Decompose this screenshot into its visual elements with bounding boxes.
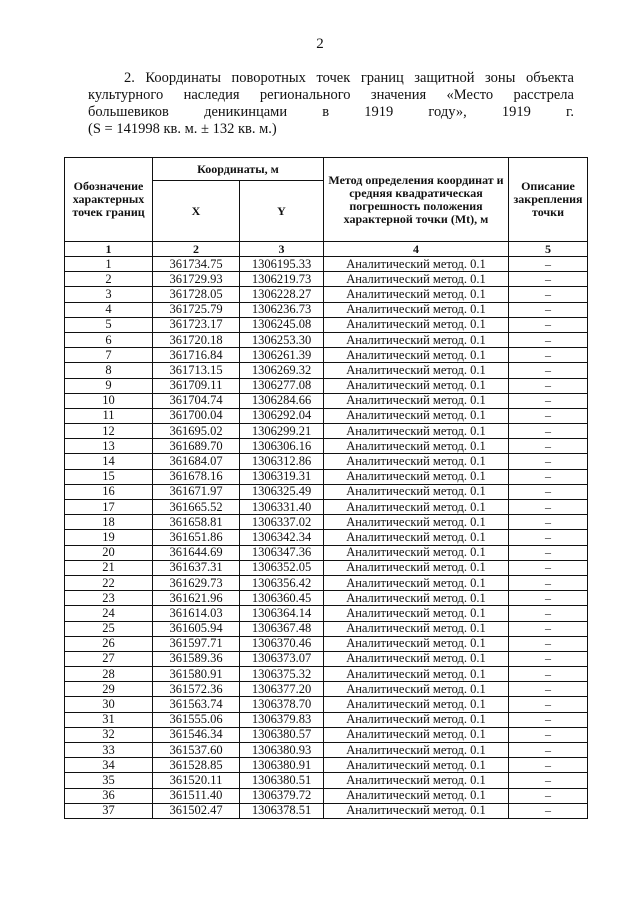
x-coordinate-cell: 361555.06 [153, 712, 240, 727]
point-number-cell: 33 [65, 743, 153, 758]
table-row [65, 560, 588, 575]
description-cell: – [509, 591, 588, 606]
x-coordinate-cell: 361713.15 [153, 363, 240, 378]
x-coordinate-cell: 361546.34 [153, 727, 240, 742]
column-number: 1 [65, 242, 153, 257]
point-number-cell: 21 [65, 560, 153, 575]
x-coordinate-cell: 361728.05 [153, 287, 240, 302]
y-coordinate-cell: 1306380.57 [240, 727, 324, 742]
x-coordinate-cell: 361720.18 [153, 332, 240, 347]
description-cell: – [509, 378, 588, 393]
x-coordinate-cell: 361709.11 [153, 378, 240, 393]
x-coordinate-cell: 361597.71 [153, 636, 240, 651]
heading-word: г. [566, 104, 574, 120]
x-coordinate-cell: 361734.75 [153, 257, 240, 272]
y-coordinate-cell: 1306236.73 [240, 302, 324, 317]
method-cell: Аналитический метод. 0.1 [324, 424, 509, 439]
point-number-cell: 9 [65, 378, 153, 393]
point-number-cell: 34 [65, 758, 153, 773]
method-cell: Аналитический метод. 0.1 [324, 697, 509, 712]
x-coordinate-cell: 361723.17 [153, 317, 240, 332]
heading-word: 1919 [501, 104, 531, 120]
y-coordinate-cell: 1306380.91 [240, 758, 324, 773]
description-cell: – [509, 530, 588, 545]
method-cell: Аналитический метод. 0.1 [324, 773, 509, 788]
table-row [65, 727, 588, 742]
x-coordinate-cell: 361511.40 [153, 788, 240, 803]
point-number-cell: 19 [65, 530, 153, 545]
point-number-cell: 14 [65, 454, 153, 469]
description-cell: – [509, 727, 588, 742]
heading-line-3 [88, 104, 574, 121]
heading-word: 1919 [364, 104, 394, 120]
point-number-cell: 16 [65, 484, 153, 499]
table-row [65, 621, 588, 636]
table-row [65, 332, 588, 347]
point-number-cell: 15 [65, 469, 153, 484]
table-row [65, 636, 588, 651]
description-cell: – [509, 743, 588, 758]
point-number-cell: 12 [65, 424, 153, 439]
description-cell: – [509, 682, 588, 697]
point-number-cell: 11 [65, 408, 153, 423]
x-coordinate-cell: 361580.91 [153, 667, 240, 682]
x-coordinate-cell: 361658.81 [153, 515, 240, 530]
y-coordinate-cell: 1306378.70 [240, 697, 324, 712]
method-cell: Аналитический метод. 0.1 [324, 500, 509, 515]
x-coordinate-cell: 361572.36 [153, 682, 240, 697]
x-coordinate-cell: 361528.85 [153, 758, 240, 773]
method-cell: Аналитический метод. 0.1 [324, 591, 509, 606]
header-x: X [153, 181, 240, 242]
point-number-cell: 5 [65, 317, 153, 332]
x-coordinate-cell: 361621.96 [153, 591, 240, 606]
table-row [65, 651, 588, 666]
method-cell: Аналитический метод. 0.1 [324, 348, 509, 363]
point-number-cell: 24 [65, 606, 153, 621]
y-coordinate-cell: 1306380.93 [240, 743, 324, 758]
method-cell: Аналитический метод. 0.1 [324, 484, 509, 499]
table-row [65, 758, 588, 773]
table-row [65, 317, 588, 332]
heading-word: зоны [485, 70, 516, 86]
y-coordinate-cell: 1306299.21 [240, 424, 324, 439]
point-number-cell: 8 [65, 363, 153, 378]
point-number-cell: 32 [65, 727, 153, 742]
y-coordinate-cell: 1306195.33 [240, 257, 324, 272]
description-cell: – [509, 606, 588, 621]
point-number-cell: 3 [65, 287, 153, 302]
table-row [65, 530, 588, 545]
method-cell: Аналитический метод. 0.1 [324, 515, 509, 530]
method-cell: Аналитический метод. 0.1 [324, 621, 509, 636]
description-cell: – [509, 439, 588, 454]
y-coordinate-cell: 1306375.32 [240, 667, 324, 682]
x-coordinate-cell: 361644.69 [153, 545, 240, 560]
method-cell: Аналитический метод. 0.1 [324, 788, 509, 803]
x-coordinate-cell: 361614.03 [153, 606, 240, 621]
table-row [65, 424, 588, 439]
point-number-cell: 25 [65, 621, 153, 636]
column-number: 4 [324, 242, 509, 257]
method-cell: Аналитический метод. 0.1 [324, 332, 509, 347]
y-coordinate-cell: 1306380.51 [240, 773, 324, 788]
point-number-cell: 10 [65, 393, 153, 408]
method-cell: Аналитический метод. 0.1 [324, 454, 509, 469]
x-coordinate-cell: 361689.70 [153, 439, 240, 454]
x-coordinate-cell: 361684.07 [153, 454, 240, 469]
description-cell: – [509, 667, 588, 682]
description-cell: – [509, 621, 588, 636]
method-cell: Аналитический метод. 0.1 [324, 682, 509, 697]
y-coordinate-cell: 1306360.45 [240, 591, 324, 606]
table-row [65, 393, 588, 408]
heading-word: наследия [183, 87, 240, 103]
x-coordinate-cell: 361589.36 [153, 651, 240, 666]
x-coordinate-cell: 361671.97 [153, 484, 240, 499]
method-cell: Аналитический метод. 0.1 [324, 712, 509, 727]
column-number: 3 [240, 242, 324, 257]
point-number-cell: 26 [65, 636, 153, 651]
y-coordinate-cell: 1306373.07 [240, 651, 324, 666]
description-cell: – [509, 545, 588, 560]
description-cell: – [509, 393, 588, 408]
description-cell: – [509, 363, 588, 378]
description-cell: – [509, 788, 588, 803]
table-row [65, 257, 588, 272]
table-row [65, 667, 588, 682]
heading-word: регионального [259, 87, 351, 103]
x-coordinate-cell: 361704.74 [153, 393, 240, 408]
table-row [65, 712, 588, 727]
description-cell: – [509, 803, 588, 818]
table-row [65, 287, 588, 302]
y-coordinate-cell: 1306219.73 [240, 272, 324, 287]
x-coordinate-cell: 361700.04 [153, 408, 240, 423]
header-method: Метод определения координат и средняя квадратическая погрешность положения характерной точки (Мt), м [324, 158, 509, 242]
description-cell: – [509, 651, 588, 666]
y-coordinate-cell: 1306292.04 [240, 408, 324, 423]
description-cell: – [509, 272, 588, 287]
y-coordinate-cell: 1306228.27 [240, 287, 324, 302]
x-coordinate-cell: 361520.11 [153, 773, 240, 788]
table-row [65, 773, 588, 788]
description-cell: – [509, 560, 588, 575]
method-cell: Аналитический метод. 0.1 [324, 287, 509, 302]
description-cell: – [509, 636, 588, 651]
column-number: 2 [153, 242, 240, 257]
x-coordinate-cell: 361629.73 [153, 575, 240, 590]
heading-word: защитной [414, 70, 475, 86]
method-cell: Аналитический метод. 0.1 [324, 393, 509, 408]
y-coordinate-cell: 1306370.46 [240, 636, 324, 651]
description-cell: – [509, 758, 588, 773]
x-coordinate-cell: 361502.47 [153, 803, 240, 818]
method-cell: Аналитический метод. 0.1 [324, 575, 509, 590]
table-body [65, 257, 588, 819]
x-coordinate-cell: 361695.02 [153, 424, 240, 439]
description-cell: – [509, 317, 588, 332]
y-coordinate-cell: 1306364.14 [240, 606, 324, 621]
point-number-cell: 7 [65, 348, 153, 363]
method-cell: Аналитический метод. 0.1 [324, 439, 509, 454]
description-cell: – [509, 424, 588, 439]
heading-word: границ [360, 70, 404, 86]
y-coordinate-cell: 1306325.49 [240, 484, 324, 499]
table-row [65, 803, 588, 818]
point-number-cell: 4 [65, 302, 153, 317]
table-row [65, 515, 588, 530]
table-row [65, 682, 588, 697]
description-cell: – [509, 302, 588, 317]
y-coordinate-cell: 1306269.32 [240, 363, 324, 378]
point-number-cell: 36 [65, 788, 153, 803]
heading-line-1 [88, 70, 574, 87]
x-coordinate-cell: 361729.93 [153, 272, 240, 287]
header-coordinates: Координаты, м [153, 158, 324, 181]
description-cell: – [509, 454, 588, 469]
point-number-cell: 30 [65, 697, 153, 712]
coordinates-table [64, 157, 588, 819]
description-cell: – [509, 287, 588, 302]
method-cell: Аналитический метод. 0.1 [324, 667, 509, 682]
point-number-cell: 23 [65, 591, 153, 606]
x-coordinate-cell: 361537.60 [153, 743, 240, 758]
description-cell: – [509, 697, 588, 712]
heading-word: деникинцами [204, 104, 288, 120]
method-cell: Аналитический метод. 0.1 [324, 545, 509, 560]
heading-word: культурного [88, 87, 164, 103]
method-cell: Аналитический метод. 0.1 [324, 636, 509, 651]
description-cell: – [509, 575, 588, 590]
point-number-cell: 1 [65, 257, 153, 272]
header-y: Y [240, 181, 324, 242]
x-coordinate-cell: 361678.16 [153, 469, 240, 484]
description-cell: – [509, 515, 588, 530]
heading-word: «Место [446, 87, 494, 103]
y-coordinate-cell: 1306331.40 [240, 500, 324, 515]
method-cell: Аналитический метод. 0.1 [324, 378, 509, 393]
heading-word: большевиков [88, 104, 169, 120]
point-number-cell: 35 [65, 773, 153, 788]
y-coordinate-cell: 1306378.51 [240, 803, 324, 818]
column-number: 5 [509, 242, 588, 257]
table-row [65, 363, 588, 378]
method-cell: Аналитический метод. 0.1 [324, 272, 509, 287]
y-coordinate-cell: 1306367.48 [240, 621, 324, 636]
page-number: 2 [316, 36, 324, 52]
y-coordinate-cell: 1306245.08 [240, 317, 324, 332]
table-row [65, 743, 588, 758]
heading-line-2 [88, 87, 574, 104]
description-cell: – [509, 469, 588, 484]
method-cell: Аналитический метод. 0.1 [324, 803, 509, 818]
method-cell: Аналитический метод. 0.1 [324, 727, 509, 742]
y-coordinate-cell: 1306312.86 [240, 454, 324, 469]
y-coordinate-cell: 1306379.83 [240, 712, 324, 727]
table-row [65, 697, 588, 712]
y-coordinate-cell: 1306253.30 [240, 332, 324, 347]
point-number-cell: 37 [65, 803, 153, 818]
x-coordinate-cell: 361563.74 [153, 697, 240, 712]
heading-word: в [322, 104, 330, 120]
method-cell: Аналитический метод. 0.1 [324, 257, 509, 272]
description-cell: – [509, 257, 588, 272]
document-heading [88, 70, 574, 138]
table-row [65, 591, 588, 606]
table-row [65, 788, 588, 803]
description-cell: – [509, 484, 588, 499]
header-description: Описание закрепления точки [509, 158, 588, 242]
point-number-cell: 22 [65, 575, 153, 590]
description-cell: – [509, 500, 588, 515]
heading-word: Координаты [145, 70, 221, 86]
x-coordinate-cell: 361605.94 [153, 621, 240, 636]
method-cell: Аналитический метод. 0.1 [324, 606, 509, 621]
x-coordinate-cell: 361637.31 [153, 560, 240, 575]
point-number-cell: 18 [65, 515, 153, 530]
x-coordinate-cell: 361665.52 [153, 500, 240, 515]
table-row [65, 500, 588, 515]
description-cell: – [509, 773, 588, 788]
x-coordinate-cell: 361725.79 [153, 302, 240, 317]
heading-word: значения [370, 87, 427, 103]
method-cell: Аналитический метод. 0.1 [324, 317, 509, 332]
y-coordinate-cell: 1306342.34 [240, 530, 324, 545]
point-number-cell: 6 [65, 332, 153, 347]
description-cell: – [509, 348, 588, 363]
point-number-cell: 27 [65, 651, 153, 666]
table-row [65, 454, 588, 469]
y-coordinate-cell: 1306356.42 [240, 575, 324, 590]
y-coordinate-cell: 1306319.31 [240, 469, 324, 484]
table-row [65, 378, 588, 393]
method-cell: Аналитический метод. 0.1 [324, 302, 509, 317]
table-row [65, 606, 588, 621]
table-row [65, 348, 588, 363]
description-cell: – [509, 712, 588, 727]
y-coordinate-cell: 1306337.02 [240, 515, 324, 530]
y-coordinate-cell: 1306261.39 [240, 348, 324, 363]
table-row [65, 484, 588, 499]
method-cell: Аналитический метод. 0.1 [324, 408, 509, 423]
table-row [65, 408, 588, 423]
y-coordinate-cell: 1306352.05 [240, 560, 324, 575]
heading-word: точек [316, 70, 351, 86]
table-row [65, 439, 588, 454]
table-row [65, 302, 588, 317]
y-coordinate-cell: 1306377.20 [240, 682, 324, 697]
table-row [65, 575, 588, 590]
heading-word: объекта [525, 70, 574, 86]
point-number-cell: 29 [65, 682, 153, 697]
header-designation: Обозначение характерных точек границ [65, 158, 153, 242]
method-cell: Аналитический метод. 0.1 [324, 530, 509, 545]
point-number-cell: 20 [65, 545, 153, 560]
y-coordinate-cell: 1306306.16 [240, 439, 324, 454]
point-number-cell: 13 [65, 439, 153, 454]
x-coordinate-cell: 361651.86 [153, 530, 240, 545]
description-cell: – [509, 408, 588, 423]
y-coordinate-cell: 1306347.36 [240, 545, 324, 560]
description-cell: – [509, 332, 588, 347]
heading-word: году», [428, 104, 467, 120]
y-coordinate-cell: 1306284.66 [240, 393, 324, 408]
method-cell: Аналитический метод. 0.1 [324, 560, 509, 575]
y-coordinate-cell: 1306379.72 [240, 788, 324, 803]
x-coordinate-cell: 361716.84 [153, 348, 240, 363]
point-number-cell: 17 [65, 500, 153, 515]
y-coordinate-cell: 1306277.08 [240, 378, 324, 393]
heading-line-4: (S = 141998 кв. м. ± 132 кв. м.) [88, 121, 277, 137]
point-number-cell: 2 [65, 272, 153, 287]
method-cell: Аналитический метод. 0.1 [324, 363, 509, 378]
heading-word: 2. [124, 70, 135, 86]
table-row [65, 545, 588, 560]
method-cell: Аналитический метод. 0.1 [324, 743, 509, 758]
heading-word: поворотных [231, 70, 306, 86]
method-cell: Аналитический метод. 0.1 [324, 469, 509, 484]
heading-word: расстрела [513, 87, 574, 103]
table-row [65, 272, 588, 287]
method-cell: Аналитический метод. 0.1 [324, 651, 509, 666]
method-cell: Аналитический метод. 0.1 [324, 758, 509, 773]
table-row [65, 469, 588, 484]
point-number-cell: 31 [65, 712, 153, 727]
point-number-cell: 28 [65, 667, 153, 682]
